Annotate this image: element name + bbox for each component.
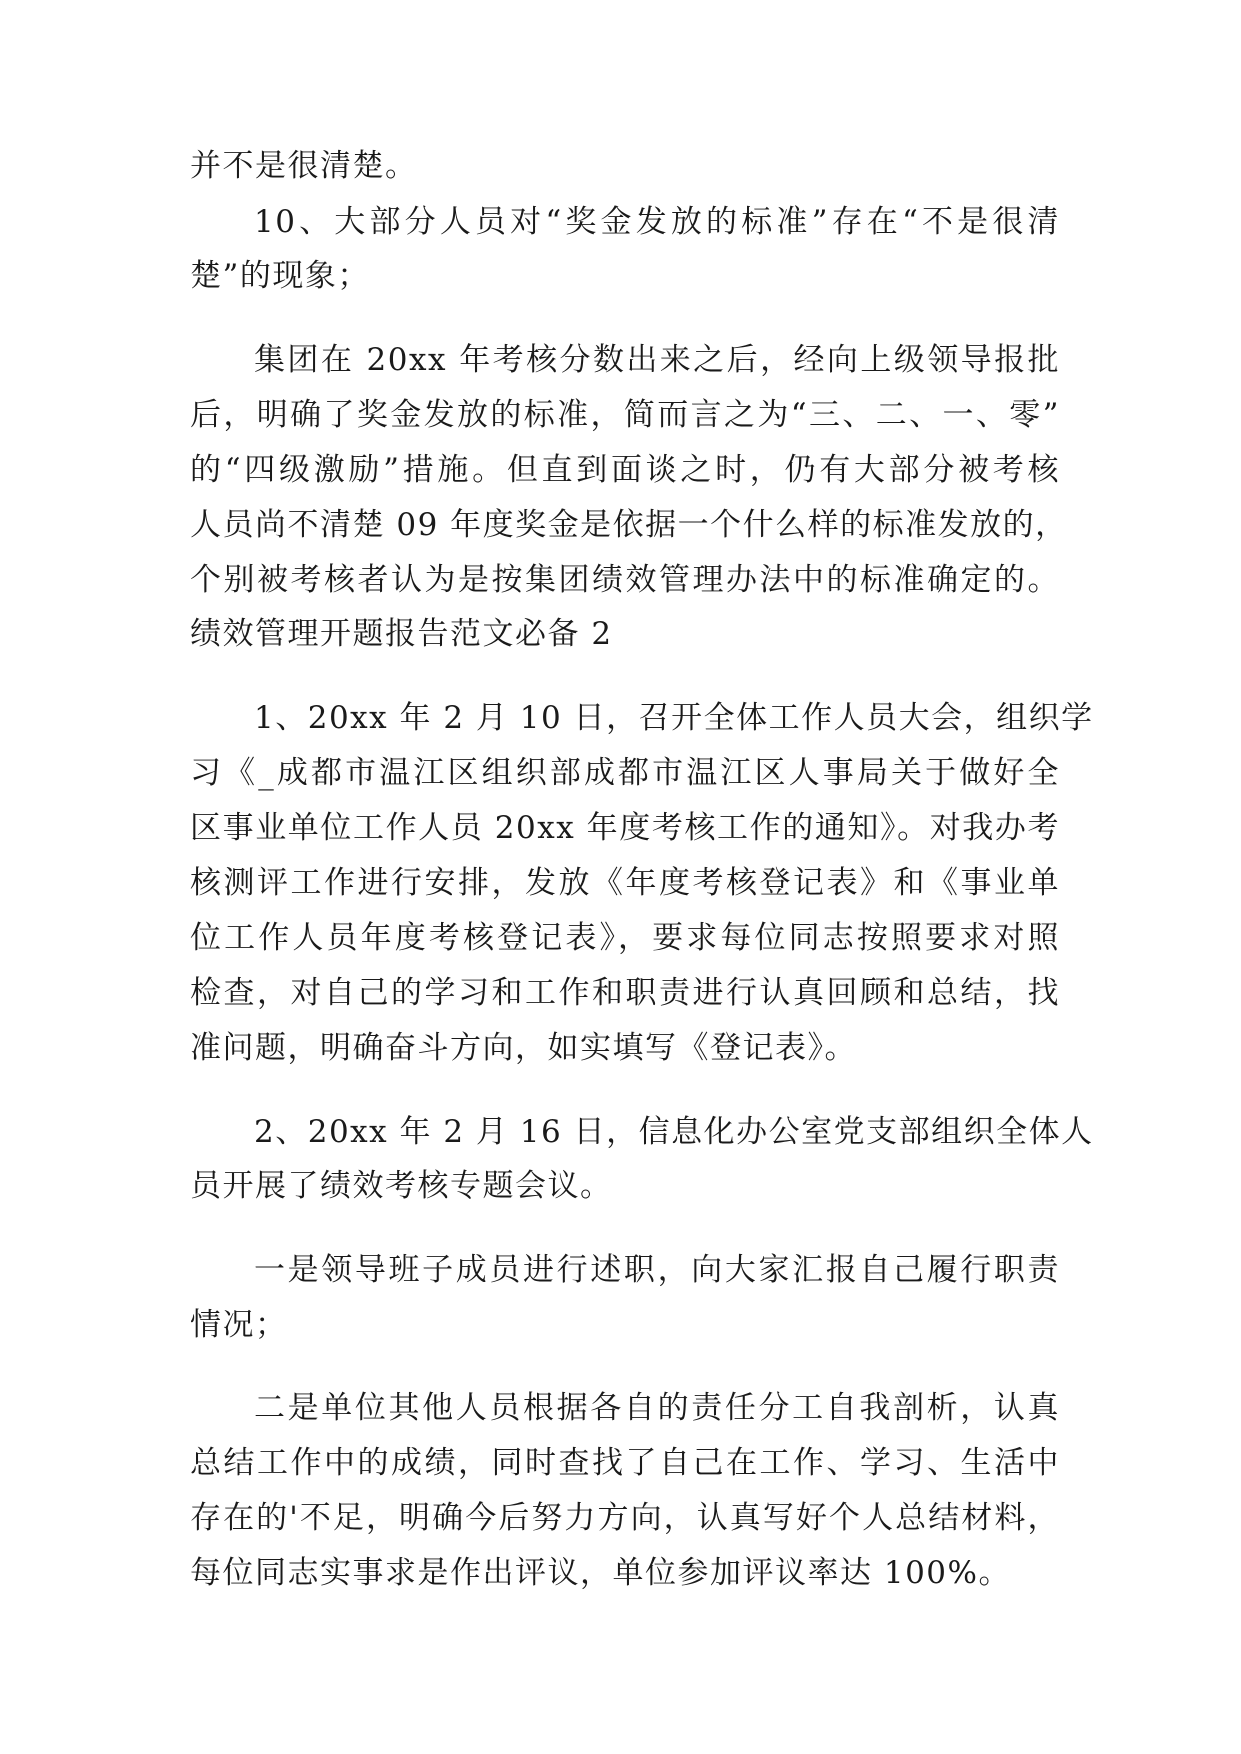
text-line: 的“四级激励”措施。但直到面谈之时，仍有大部分被考核 — [190, 452, 1060, 488]
text-line: 并不是很清楚。 — [190, 148, 418, 184]
text-line: 存在的'不足，明确今后努力方向，认真写好个人总结材料， — [190, 1500, 1060, 1536]
section-heading: 绩效管理开题报告范文必备 2 — [190, 616, 613, 652]
text-line: 核测评工作进行安排，发放《年度考核登记表》和《事业单 — [190, 865, 1060, 901]
text-line: 位工作人员年度考核登记表》，要求每位同志按照要求对照 — [190, 920, 1060, 956]
text-line: 检查，对自己的学习和工作和职责进行认真回顾和总结，找 — [190, 975, 1060, 1011]
text-line: 习《_成都市温江区组织部成都市温江区人事局关于做好全 — [190, 755, 1060, 791]
paragraph-line: 二是单位其他人员根据各自的责任分工自我剖析，认真 — [254, 1390, 1060, 1426]
paragraph-line: 2、20xx 年 2 月 16 日，信息化办公室党支部组织全体人 — [254, 1114, 1094, 1150]
text-line: 楚”的现象； — [190, 258, 370, 294]
text-line: 总结工作中的成绩，同时查找了自己在工作、学习、生活中 — [190, 1445, 1060, 1481]
text-line: 准问题，明确奋斗方向，如实填写《登记表》。 — [190, 1030, 857, 1066]
paragraph-line: 10、大部分人员对“奖金发放的标准”存在“不是很清 — [254, 204, 1060, 240]
paragraph-line: 集团在 20xx 年考核分数出来之后，经向上级领导报批 — [254, 342, 1060, 378]
text-line: 后，明确了奖金发放的标准，简而言之为“三、二、一、零” — [190, 397, 1060, 433]
text-line: 情况； — [190, 1307, 288, 1343]
text-line: 每位同志实事求是作出评议，单位参加评议率达 100%。 — [190, 1555, 1011, 1591]
paragraph-line: 1、20xx 年 2 月 10 日，召开全体工作人员大会，组织学 — [254, 700, 1094, 736]
text-line: 区事业单位工作人员 20xx 年度考核工作的通知》。对我办考 — [190, 810, 1060, 846]
text-line: 人员尚不清楚 09 年度奖金是依据一个什么样的标准发放的， — [190, 507, 1068, 543]
paragraph-line: 一是领导班子成员进行述职，向大家汇报自己履行职责 — [254, 1252, 1060, 1288]
text-line: 员开展了绩效考核专题会议。 — [190, 1168, 613, 1204]
text-line: 个别被考核者认为是按集团绩效管理办法中的标准确定的。 — [190, 562, 1060, 598]
